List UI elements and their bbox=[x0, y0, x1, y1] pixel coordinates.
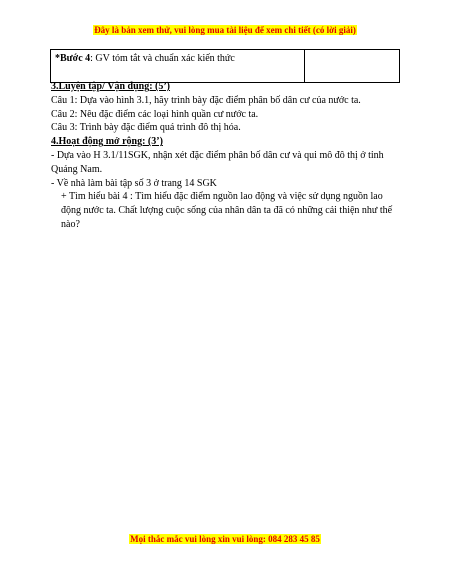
document-body bbox=[51, 80, 403, 232]
step-text: : GV tóm tắt và chuẩn xác kiến thức bbox=[90, 53, 235, 64]
empty-cell bbox=[305, 50, 400, 83]
question-2: Câu 2: Nêu đặc điểm các loại hình quần cư nước ta. bbox=[51, 108, 259, 120]
question-1: Câu 1: Dựa vào hình 3.1, hãy trình bày đặc điểm phân bố dân cư của nước ta. bbox=[51, 94, 361, 106]
practice-heading: 3.Luyện tập/ Vận dụng: (5’) bbox=[51, 81, 171, 92]
step-label: *Bước 4 bbox=[55, 53, 91, 64]
contact-notice-text: Mọi thắc mắc vui lòng xin vui lòng: 084 283 45 85 bbox=[130, 534, 320, 544]
table-row bbox=[51, 50, 400, 83]
extension-item-3: + Tìm hiểu bài 4 : Tìm hiểu đặc điểm nguồn lao động và việc sử dụng nguồn lao động nước ta. Chất lượng cuộc sống của nhân dân ta đã có những cải thiện như thế nào? bbox=[61, 191, 393, 230]
preview-notice-banner bbox=[0, 25, 450, 35]
step-table bbox=[50, 49, 400, 83]
contact-notice-banner bbox=[0, 534, 450, 544]
extension-heading: 4.Hoạt động mở rộng: (3’) bbox=[51, 136, 163, 148]
step-cell bbox=[51, 50, 305, 83]
extension-item-1: - Dựa vào H 3.1/11SGK, nhận xét đặc điểm phân bố dân cư và qui mô đô thị ở tỉnh Quảng Nam. bbox=[51, 149, 384, 175]
preview-notice-text: Đây là bản xem thử, vui lòng mua tài liệu để xem chi tiết (có lời giải) bbox=[94, 25, 356, 35]
question-3: Câu 3: Trình bày đặc điểm quá trình đô thị hóa. bbox=[51, 122, 241, 134]
extension-item-2: - Về nhà làm bài tập số 3 ở trang 14 SGK bbox=[51, 177, 217, 189]
